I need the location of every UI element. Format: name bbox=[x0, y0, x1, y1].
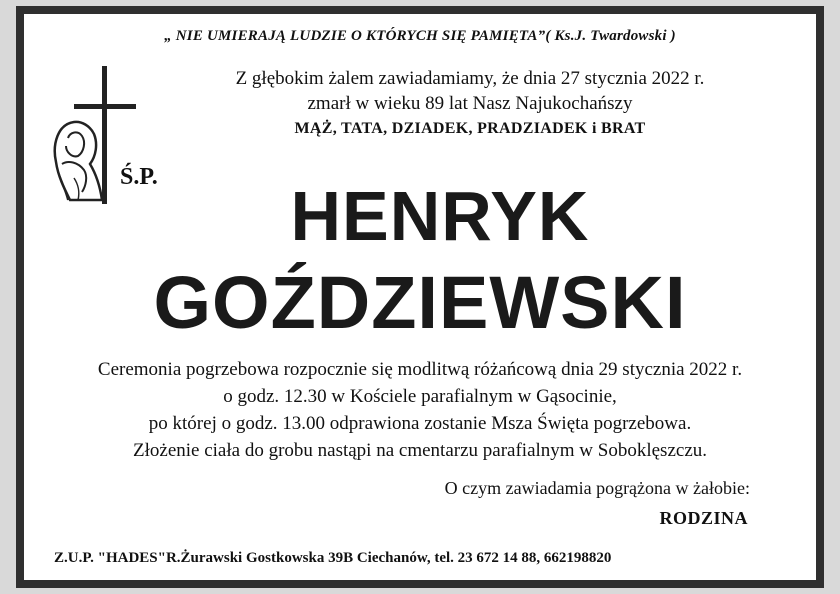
motto-quote: „ NIE UMIERAJĄ LUDZIE O KTÓRYCH SIĘ PAMIĘTA”( Ks.J. Twardowski ) bbox=[164, 28, 676, 44]
intro-line-2: zmarł w wieku 89 lat Nasz Najukochańszy bbox=[307, 93, 633, 114]
ceremony-details bbox=[24, 356, 816, 464]
funeral-home-footer: Z.U.P. "HADES"R.Żurawski Gostkowska 39B Ciechanów, tel. 23 672 14 88, 662198820 bbox=[54, 550, 612, 566]
deceased-first-name: HENRYK bbox=[290, 177, 590, 255]
intro-text bbox=[144, 66, 796, 141]
ceremony-line-2: o godz. 12.30 w Kościele parafialnym w Gąsocinie, bbox=[223, 386, 617, 407]
mourning-notice: O czym zawiadamia pogrążona w żałobie: bbox=[444, 478, 750, 498]
obituary-card bbox=[24, 14, 816, 580]
family-signature: RODZINA bbox=[659, 508, 748, 528]
deceased-last-name: GOŹDZIEWSKI bbox=[153, 261, 687, 344]
ceremony-line-3: po której o godz. 13.00 odprawiona zostanie Msza Święta pogrzebowa. bbox=[148, 413, 692, 434]
prefix-label: Ś.P. bbox=[120, 164, 158, 190]
ceremony-line-1: Ceremonia pogrzebowa rozpocznie się modlitwą różańcową dnia 29 stycznia 2022 r. bbox=[97, 359, 743, 380]
relations-line: MĄŻ, TATA, DZIADEK, PRADZIADEK i BRAT bbox=[294, 120, 646, 137]
obituary-frame bbox=[16, 6, 824, 588]
intro-line-1: Z głębokim żalem zawiadamiamy, że dnia 27 stycznia 2022 r. bbox=[235, 68, 705, 89]
ceremony-line-4: Złożenie ciała do grobu nastąpi na cmentarzu parafialnym w Soboklęszczu. bbox=[133, 440, 707, 461]
